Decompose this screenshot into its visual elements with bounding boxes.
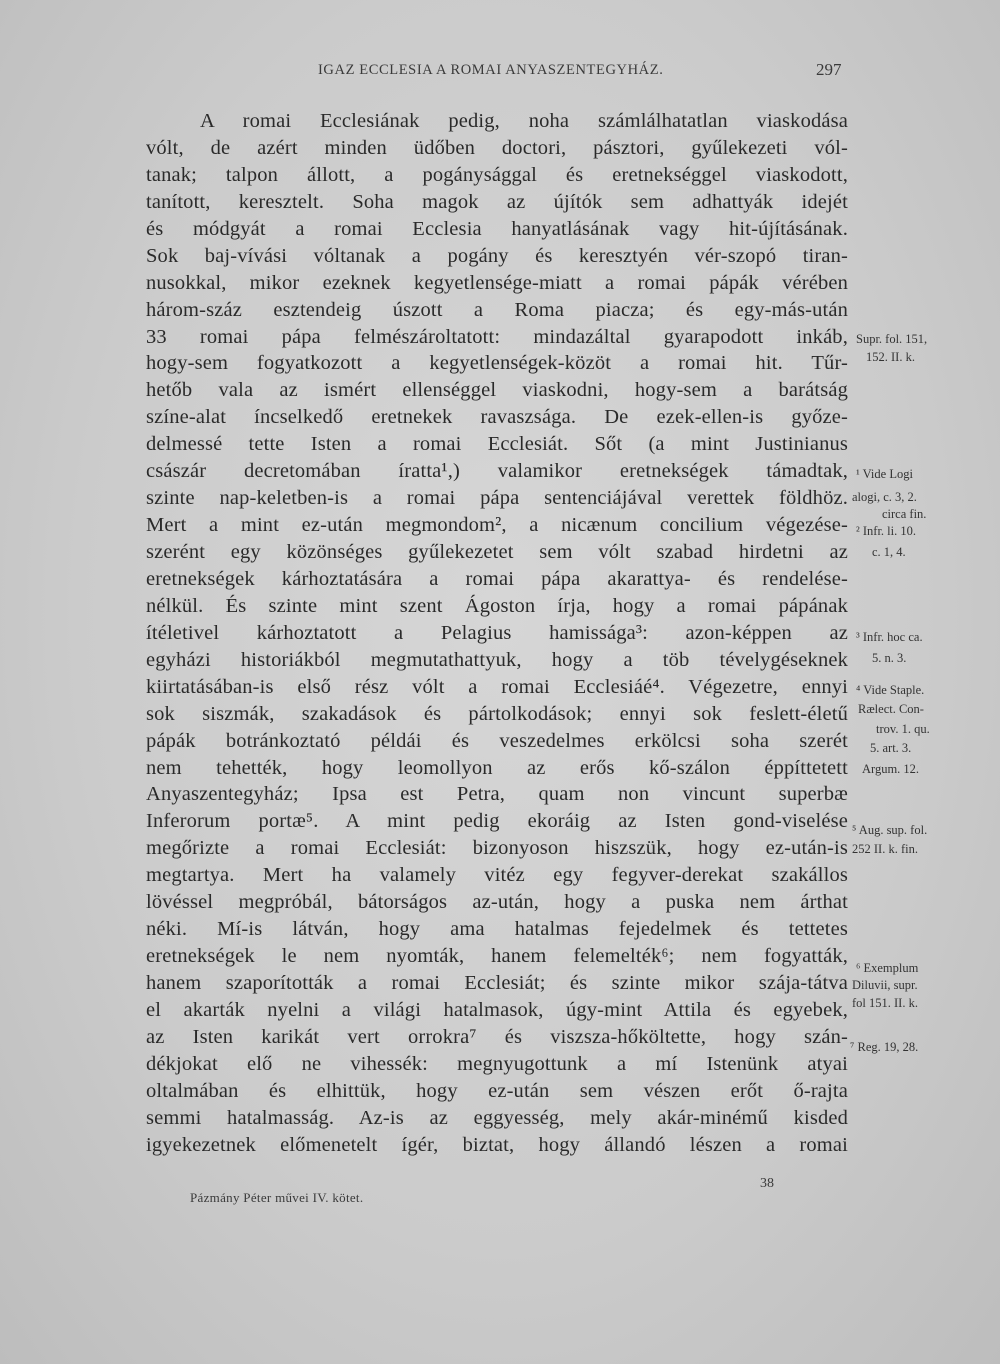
margin-note: ¹ Vide Logi [856, 467, 913, 481]
text-line: 33 romai pápa felmészároltatott: mindazáltal gyarapodott inkáb, [146, 325, 848, 348]
text-line: az Isten karikát vert orrokra⁷ és viszsza-hőköltette, hogy szán- [146, 1025, 848, 1048]
margin-note: ⁵ Aug. sup. fol. [852, 823, 928, 837]
text-line: el akarták nyelni a világi hatalmasok, úgy-mint Attila és egyebek, [146, 998, 848, 1021]
text-line: színe-alat íncselkedő eretnekek ravaszsága. De ezek-ellen-is győze- [146, 406, 848, 429]
text-line: Mert a mint ez-után megmondom², a nicænum concilium végezése- [146, 514, 848, 537]
text-line: pápák botránkoztató példái és veszedelmes erkölcsi soha szerét [146, 729, 848, 752]
margin-note: ⁴ Vide Staple. [856, 683, 925, 697]
text-line: igyekezetnek előmenetelt ígér, biztat, hogy állandó lészen a romai [146, 1133, 848, 1156]
margin-note: 152. II. k. [866, 350, 915, 364]
text-line: szinte nap-keletben-is a romai pápa sentenciájával verettek földhöz. [146, 487, 848, 510]
page-number: 297 [816, 60, 842, 79]
text-line: néki. Mí-is látván, hogy ama hatalmas fejedelmek és tettetes [146, 918, 848, 941]
text-line: megtartya. Mert ha valamely vitéz egy fegyver-derekat szakállos [146, 864, 848, 887]
text-line: egyházi historiákból megmutathattyuk, hogy a töb tévelygéseknek [146, 648, 848, 671]
text-line: vólt, de azért minden üdőben doctori, pásztori, gyűlekezeti vól- [146, 136, 848, 159]
sheet-number: 38 [760, 1176, 774, 1191]
margin-note: c. 1, 4. [872, 545, 906, 559]
margin-note: ² Infr. li. 10. [856, 524, 916, 538]
text-line: eretnekségek le nem nyomták, hanem felemelték⁶; nem fogyatták, [146, 945, 848, 968]
margin-note: 5. n. 3. [872, 651, 907, 665]
text-line: eretnekségek kárhoztatására a romai pápa akarattya- és rendelése- [146, 567, 848, 590]
margin-note: ³ Infr. hoc ca. [856, 630, 923, 644]
text-line: szerént egy közönséges gyűlekezetet sem vólt szabad hirdetni az [146, 541, 848, 563]
text-line: A romai Ecclesiának pedig, noha számlálhatatlan viaskodása [200, 110, 848, 132]
margin-note: Rælect. Con- [858, 702, 924, 716]
margin-note: Diluvii, supr. [852, 978, 918, 992]
margin-note: 5. art. 3. [870, 741, 912, 755]
margin-note: Supr. fol. 151, [856, 332, 928, 346]
margin-note: circa fin. [882, 507, 927, 521]
text-line: sok siszmák, szakadások és pártolkodások; ennyi sok feslett-életű [146, 702, 848, 725]
printer-signature: Pázmány Péter művei IV. kötet. [190, 1190, 364, 1205]
text-line: tanak; talpon állott, a pogánysággal és eretnekséggel viaskodott, [146, 163, 848, 186]
text-line: Anyaszentegyház; Ipsa est Petra, quam non vincunt superbæ [146, 783, 848, 806]
margin-note: ⁷ Reg. 19, 28. [850, 1040, 919, 1054]
text-line: dékjokat elő ne vihessék: megnyugottunk a mí Istenünk atyai [146, 1052, 848, 1075]
text-line: lövéssel megpróbál, bátorságos az-után, hogy a puska nem árthat [146, 891, 848, 914]
margin-note: alogi, c. 3, 2. [852, 490, 917, 504]
text-line: Sok baj-vívási vóltanak a pogány és keresztyén vér-szopó tiran- [146, 244, 848, 267]
text-line: nusokkal, mikor ezeknek kegyetlensége-miatt a romai pápák vérében [146, 271, 848, 294]
margin-note: Argum. 12. [862, 762, 920, 776]
text-line: három-száz esztendeig úszott a Roma piacza; és egy-más-után [146, 298, 848, 321]
text-line: semmi hatalmasság. Az-is az eggyesség, mely akár-minémű kisded [146, 1106, 848, 1129]
text-line: nélkül. És szinte mint szent Ágoston írja, hogy a romai pápának [146, 594, 848, 617]
text-line: kiirtatásában-is első rész vólt a romai Ecclesiáé⁴. Végezetre, ennyi [146, 675, 848, 698]
text-line: hogy-sem fogyatkozott a kegyetlenségek-közöt a romai hit. Tűr- [146, 352, 848, 375]
margin-note: ⁶ Exemplum [856, 961, 919, 975]
margin-note: trov. 1. qu. [876, 722, 930, 736]
text-line: tanított, keresztelt. Soha magok az újítók sem adhattyák idejét [146, 190, 848, 213]
text-line: oltalmában és elhittük, hogy ez-után sem vészen erőt ő-rajta [146, 1079, 848, 1102]
text-line: és módgyát a romai Ecclesia hanyatlásának vagy hit-újításának. [146, 217, 848, 240]
text-line: Inferorum portæ⁵. A mint pedig ekoráig az Isten gond-viselése [146, 810, 848, 833]
margin-note: 252 II. k. fin. [852, 842, 918, 856]
margin-note: fol 151. II. k. [852, 996, 918, 1010]
text-line: delmessé tette Isten a romai Ecclesiát. Sőt (a mint Justinianus [146, 433, 848, 456]
text-line: megőrizte a romai Ecclesiát: bizonyoson hiszszük, hogy ez-után-is [146, 837, 848, 860]
text-line: ítéletivel kárhoztatott a Pelagius hamissága³: azon-képpen az [146, 621, 848, 644]
body-text [146, 108, 848, 1159]
text-line: nem tehették, hogy leomollyon az erős kő-szálon éppíttetett [146, 756, 848, 779]
running-title: IGAZ ECCLESIA A ROMAI ANYASZENTEGYHÁZ. [318, 62, 664, 78]
text-line: hetőb vala az ismért ellenséggel viaskodni, hogy-sem a barátság [146, 379, 848, 402]
text-line: császár decretomában íratta¹,) valamikor eretnekségek támadtak, [146, 460, 848, 483]
text-line: hanem szaporították a romai Ecclesiát; és szinte mikor szája-tátva [146, 972, 848, 994]
